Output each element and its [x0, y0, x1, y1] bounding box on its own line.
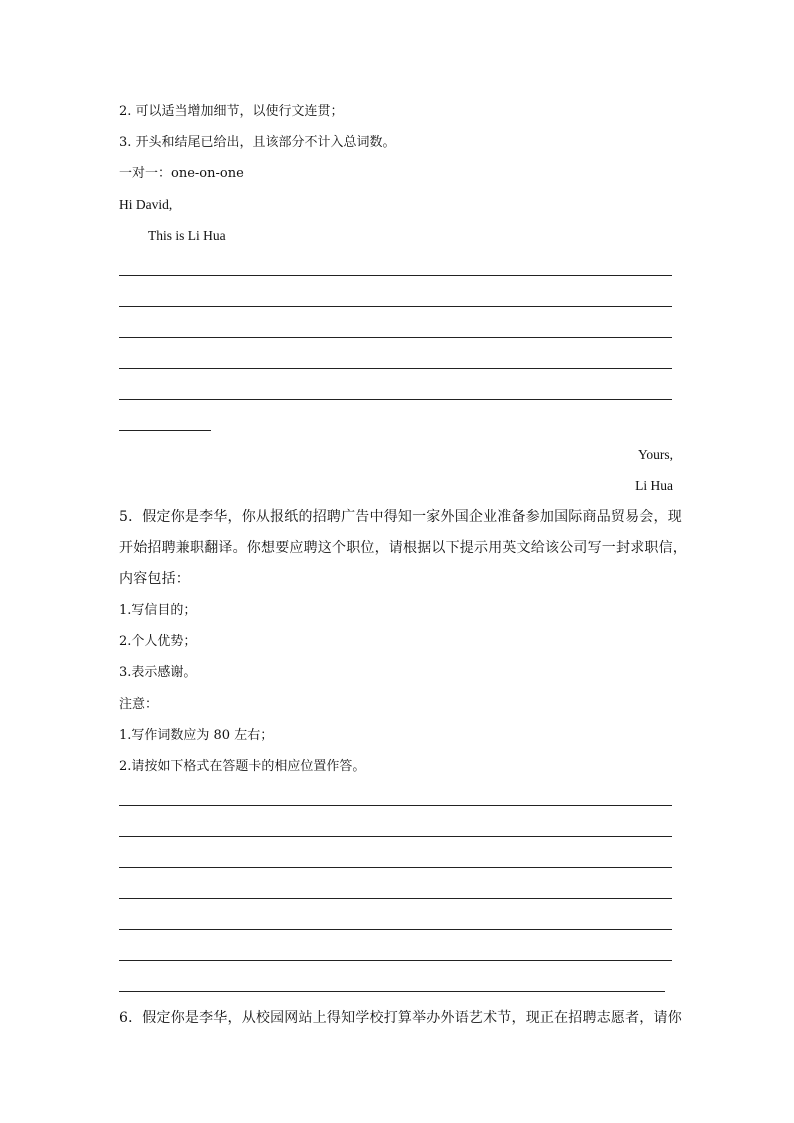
- vocab-hint: 一对一：one-on-one: [119, 166, 244, 181]
- answer-line-short: [119, 430, 211, 431]
- question-5-line-1: 5．假定你是李华，你从报纸的招聘广告中得知一家外国企业准备参加国际商品贸易会，现: [119, 509, 682, 525]
- note-3: 3. 开头和结尾已给出，且该部分不计入总词数。: [119, 135, 396, 150]
- question-5-notice-2: 2.请按如下格式在答题卡的相应位置作答。: [119, 759, 366, 774]
- question-5-line-2: 开始招聘兼职翻译。你想要应聘这个职位，请根据以下提示用英文给该公司写一封求职信，: [119, 540, 687, 556]
- question-5-point-3: 3.表示感谢。: [119, 665, 197, 680]
- answer-line: [119, 805, 672, 806]
- answer-line: [119, 898, 672, 899]
- answer-line: [119, 306, 672, 307]
- answer-line: [119, 867, 672, 868]
- answer-line: [119, 929, 672, 930]
- answer-line: [119, 337, 672, 338]
- question-5-notice-1: 1.写作词数应为 80 左右；: [119, 728, 274, 743]
- question-5-line-3: 内容包括：: [119, 571, 190, 587]
- question-5-point-2: 2.个人优势；: [119, 634, 197, 649]
- question-5-notice-label: 注意：: [119, 697, 159, 712]
- answer-line: [119, 836, 672, 837]
- letter-signature: Li Hua: [635, 478, 673, 493]
- answer-line: [119, 368, 672, 369]
- letter-greeting: Hi David,: [119, 197, 173, 212]
- question-5-point-1: 1.写信目的；: [119, 603, 197, 618]
- note-2: 2. 可以适当增加细节，以使行文连贯；: [119, 104, 344, 119]
- answer-line: [119, 275, 672, 276]
- answer-line: [119, 991, 665, 992]
- answer-line: [119, 960, 672, 961]
- answer-line: [119, 399, 672, 400]
- question-6-line-1: 6．假定你是李华，从校园网站上得知学校打算举办外语艺术节，现正在招聘志愿者，请你: [119, 1010, 682, 1026]
- letter-opening: This is Li Hua: [148, 228, 226, 243]
- letter-closing: Yours,: [637, 447, 673, 462]
